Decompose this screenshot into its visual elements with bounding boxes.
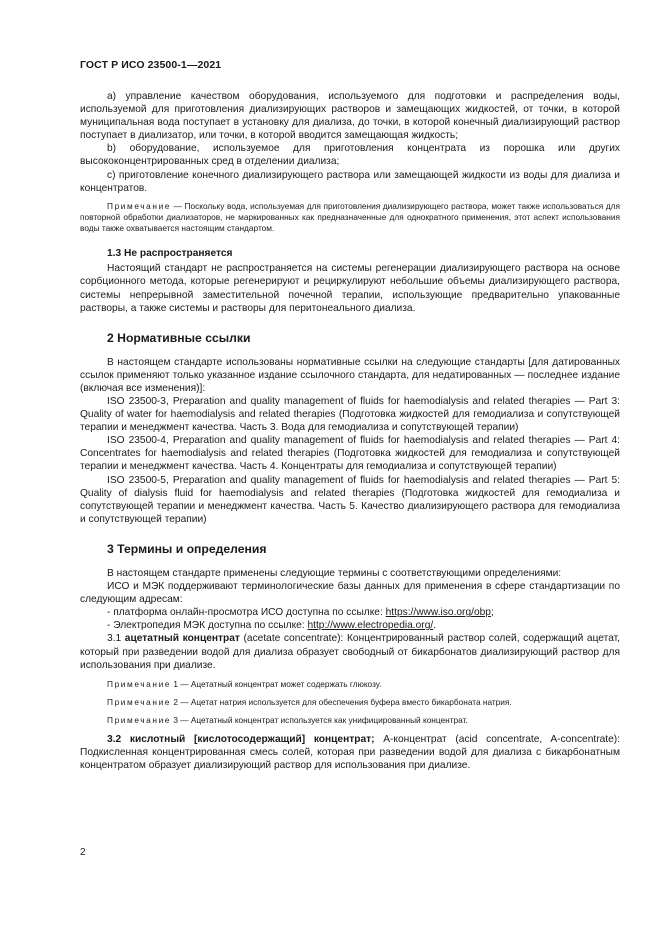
scope-note — [80, 201, 620, 235]
iec-prefix: - Электропедия МЭК доступна по ссылке: — [107, 620, 308, 632]
document-body — [80, 90, 620, 772]
normative-reference: ISO 23500-4, Preparation and quality management of fluids for haemodialysis and related therapies — Part 4: Concentrates for haemodialysis and related therapies (Подготовка жидкостей для гемодиализа и сопутствующей терапии и менеджмент качества. Часть 4. Концентраты для гемодиализа и сопутствующей терапии) — [80, 435, 620, 473]
note-label: Примечание — [107, 200, 172, 211]
note-label: Примечание — [107, 696, 172, 707]
note-label: Примечание — [107, 678, 172, 689]
note-text: 3 — Ацетатный концентрат используется как унифицированный концентрат. — [173, 714, 468, 725]
term-3-1-number: 3.1 — [107, 633, 125, 645]
document-header: ГОСТ Р ИСО 23500-1—2021 — [80, 59, 222, 71]
iso-suffix: ; — [490, 607, 494, 619]
section-2-heading: 2 Нормативные ссылки — [107, 330, 251, 345]
term-3-2-name: 3.2 кислотный [кислотосодержащий] концентрат; — [107, 733, 375, 745]
term-3-1 — [80, 632, 620, 671]
scope-item-b: b) оборудование, используемое для приготовления концентрата из порошка или других высококонцентрированных сред в отделении диализа; — [80, 143, 620, 168]
normative-reference: ISO 23500-5, Preparation and quality management of fluids for haemodialysis and related therapies — Part 5: Quality of dialysis fluid for haemodialysis and related therapies (Подготовка жидкостей для гемодиализа и сопутствующей терапии и менеджмент качества. Часть 5. Качество диализирующего раствора для гемодиализа и сопутствующей терапии) — [80, 474, 620, 525]
term-note-1 — [107, 679, 620, 690]
term-3-1-definition: (acetate concentrate): Концентрированный раствор солей, содержащий ацетат, который при разведении водой для диализа образует свободный от бикарбонатов диализирующий раствор для использования при диализе. — [80, 633, 620, 671]
normative-reference: ISO 23500-3, Preparation and quality management of fluids for haemodialysis and related therapies — Part 3: Quality of water for haemodialysis and related therapies (Подготовка жидкостей для гемодиализа и сопутствующей терапии и менеджмент качества. Часть 3. Вода для гемодиализа и сопутствующей терапии) — [80, 396, 620, 434]
iso-prefix: - платформа онлайн-просмотра ИСО доступна по ссылке: — [107, 607, 386, 619]
section-2-intro: В настоящем стандарте использованы нормативные ссылки на следующие стандарты [для датированных ссылок применяют только указанное издание ссылочного стандарта, для недатированных — последнее издание (включая все изменения)]: — [80, 356, 620, 394]
section-3-databases: ИСО и МЭК поддерживают терминологические базы данных для применения в сфере стандартизации по следующим адресам: — [80, 581, 620, 606]
iec-electropedia-line — [80, 619, 620, 632]
note-text: — Поскольку вода, используемая для приготовления диализирующего раствора, может также использоваться для повторной обработки диализаторов, не маркированных как предназначенные для однократного применения, этот аспект использования воды также охватывается настоящим стандартом. — [80, 200, 620, 234]
term-note-3 — [107, 715, 620, 726]
electropedia-link[interactable]: http://www.electropedia.org/ — [307, 620, 434, 632]
term-note-2 — [107, 697, 620, 708]
note-text: 2 — Ацетат натрия используется для обеспечения буфера вместо бикарбоната натрия. — [173, 696, 512, 707]
section-3-intro: В настоящем стандарте применены следующие термины с соответствующими определениями: — [107, 567, 562, 579]
section-3-heading: 3 Термины и определения — [107, 541, 267, 556]
term-3-2-definition: А-концентрат (acid concentrate, A-concentrate): Подкисленная концентрированная смесь солей, которая при разведении водой для диализа с бикарбонатным концентратом образует диализирующий раствор для использования при диализе. — [80, 733, 620, 771]
iso-obp-link[interactable]: https://www.iso.org/obp — [385, 607, 491, 619]
iso-platform-line — [80, 606, 620, 619]
scope-item-a: a) управление качеством оборудования, используемого для подготовки и распределения воды, используемой для приготовления диализирующих растворов и замещающих жидкостей, от точки, в которой муниципальная вода поступает в установку для диализа, до точки, в которой конечный диализирующий раствор поступает в диализатор, или точки, в которой вводится замещающая жидкость; — [80, 91, 620, 142]
section-1-3-heading: 1.3 Не распространяется — [107, 248, 233, 260]
page-number: 2 — [80, 847, 86, 858]
section-1-3-text: Настоящий стандарт не распространяется на системы регенерации диализирующего раствора на основе сорбционного метода, которые регенерируют и рециркулируют небольшие объемы диализирующего раствора, системы непрерывной заместительной почечной терапии, использующие предварительно упакованные растворы, а также системы и растворы для перитонеального диализа. — [80, 263, 620, 314]
term-3-2 — [80, 733, 620, 772]
note-text: 1 — Ацетатный концентрат может содержать глюкозу. — [173, 678, 382, 689]
note-label: Примечание — [107, 714, 172, 725]
iec-suffix: . — [433, 620, 437, 632]
term-3-1-name: ацетатный концентрат — [124, 633, 240, 645]
scope-item-c: c) приготовление конечного диализирующего раствора или замещающей жидкости из воды для диализа и концентратов. — [80, 169, 620, 194]
